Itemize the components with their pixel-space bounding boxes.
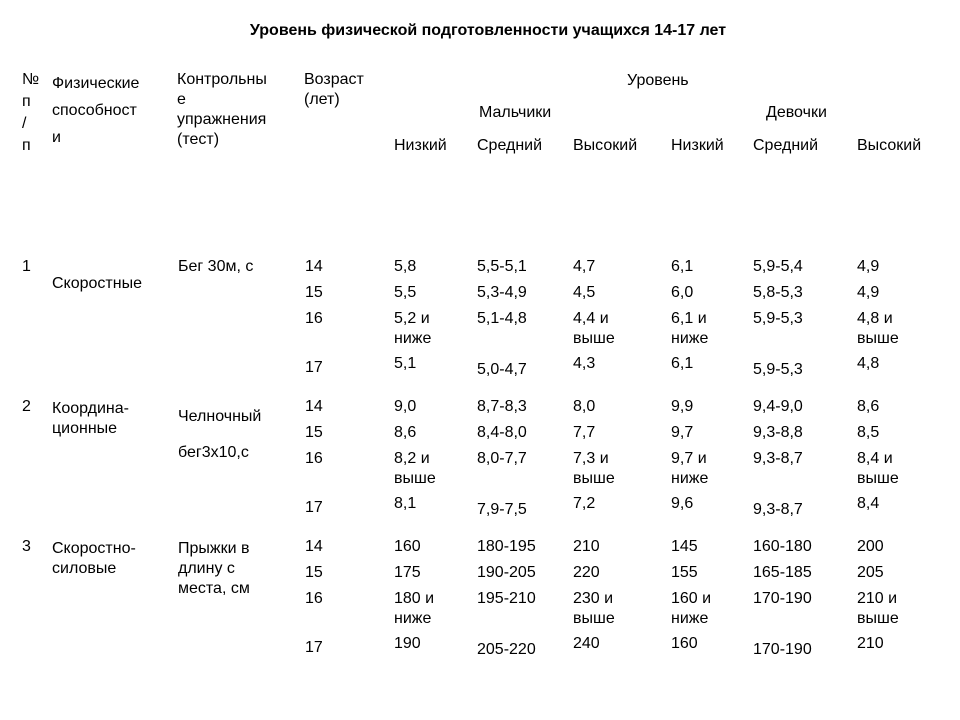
age-cell: 14: [305, 538, 323, 555]
age-cell: 14: [305, 398, 323, 415]
value-g-high: 8,4 и выше: [857, 450, 899, 487]
age-cell: 17: [305, 639, 323, 656]
header-level: Уровень: [627, 72, 689, 89]
value-b-mid: 180-195: [477, 538, 536, 555]
section-num: 2: [22, 398, 31, 415]
value-b-low: 8,1: [394, 495, 417, 512]
value-b-low: 160: [394, 538, 421, 555]
ability-label: Скоростные: [52, 275, 142, 292]
value-b-low: 8,6: [394, 424, 417, 441]
value-b-mid: 5,3-4,9: [477, 284, 527, 301]
value-b-high: 240: [573, 635, 600, 652]
value-g-high: 8,4: [857, 495, 880, 512]
header-age: Возраст (лет): [304, 71, 364, 108]
age-cell: 17: [305, 359, 323, 376]
section-num: 1: [22, 258, 31, 275]
ability-label: Координа- ционные: [52, 400, 129, 437]
age-cell: 16: [305, 310, 323, 327]
value-g-high: 4,8 и выше: [857, 310, 899, 347]
value-g-mid: 5,9-5,3: [753, 361, 803, 378]
header-boys: Мальчики: [479, 104, 552, 121]
value-g-low: 9,9: [671, 398, 694, 415]
header-g-high: Высокий: [857, 137, 922, 154]
value-g-low: 6,1 и ниже: [671, 310, 709, 347]
value-b-low: 5,5: [394, 284, 417, 301]
value-b-high: 230 и выше: [573, 590, 615, 627]
value-b-mid: 5,0-4,7: [477, 361, 527, 378]
value-b-mid: 190-205: [477, 564, 536, 581]
value-b-mid: 8,4-8,0: [477, 424, 527, 441]
value-g-low: 155: [671, 564, 698, 581]
value-b-low: 5,2 и ниже: [394, 310, 432, 347]
value-b-high: 7,7: [573, 424, 596, 441]
header-b-mid: Средний: [477, 137, 543, 154]
value-g-low: 160: [671, 635, 698, 652]
test-label: Прыжки в длину с места, см: [178, 540, 250, 597]
value-g-high: 200: [857, 538, 884, 555]
value-b-mid: 7,9-7,5: [477, 501, 527, 518]
page-title: Уровень физической подготовленности учащихся 14-17 лет: [249, 22, 727, 39]
value-g-high: 210: [857, 635, 884, 652]
age-cell: 16: [305, 450, 323, 467]
value-g-high: 210 и выше: [857, 590, 899, 627]
value-g-low: 9,6: [671, 495, 694, 512]
header-ability: Физические способност и: [52, 75, 140, 146]
value-b-high: 4,7: [573, 258, 596, 275]
age-cell: 15: [305, 424, 323, 441]
value-b-low: 175: [394, 564, 421, 581]
value-g-mid: 170-190: [753, 590, 812, 607]
value-g-mid: 165-185: [753, 564, 812, 581]
header-girls: Девочки: [766, 104, 827, 121]
value-g-high: 4,9: [857, 284, 880, 301]
value-g-high: 4,8: [857, 355, 880, 372]
ability-label: Скоростно- силовые: [52, 540, 136, 577]
value-g-mid: 9,3-8,8: [753, 424, 803, 441]
value-b-low: 8,2 и выше: [394, 450, 436, 487]
value-g-low: 145: [671, 538, 698, 555]
age-cell: 17: [305, 499, 323, 516]
value-b-low: 190: [394, 635, 421, 652]
age-cell: 16: [305, 590, 323, 607]
header-g-mid: Средний: [753, 137, 819, 154]
value-g-high: 205: [857, 564, 884, 581]
value-b-low: 180 и ниже: [394, 590, 435, 627]
test-label: Бег 30м, с: [178, 258, 254, 275]
value-g-low: 6,1: [671, 355, 694, 372]
header-test: Контрольны е упражнения (тест): [177, 71, 267, 148]
value-g-mid: 9,3-8,7: [753, 450, 803, 467]
value-b-high: 7,3 и выше: [573, 450, 615, 487]
value-b-mid: 195-210: [477, 590, 536, 607]
value-g-mid: 160-180: [753, 538, 812, 555]
value-g-high: 8,5: [857, 424, 880, 441]
age-cell: 15: [305, 564, 323, 581]
header-b-low: Низкий: [394, 137, 447, 154]
value-b-high: 220: [573, 564, 600, 581]
value-g-low: 160 и ниже: [671, 590, 712, 627]
value-g-high: 8,6: [857, 398, 880, 415]
value-g-low: 9,7 и ниже: [671, 450, 709, 487]
value-g-mid: 5,9-5,4: [753, 258, 803, 275]
value-g-mid: 5,9-5,3: [753, 310, 803, 327]
age-cell: 15: [305, 284, 323, 301]
value-g-mid: 170-190: [753, 641, 812, 658]
value-b-low: 5,8: [394, 258, 417, 275]
value-b-mid: 5,1-4,8: [477, 310, 527, 327]
value-b-high: 4,4 и выше: [573, 310, 615, 347]
value-b-low: 9,0: [394, 398, 417, 415]
value-g-high: 4,9: [857, 258, 880, 275]
value-b-high: 4,3: [573, 355, 596, 372]
value-g-mid: 9,4-9,0: [753, 398, 803, 415]
value-b-mid: 8,7-8,3: [477, 398, 527, 415]
value-b-high: 4,5: [573, 284, 596, 301]
value-b-high: 210: [573, 538, 600, 555]
header-num: № п / п: [22, 71, 40, 154]
test-label: Челночный бег3х10,с: [178, 408, 262, 461]
age-cell: 14: [305, 258, 323, 275]
value-b-low: 5,1: [394, 355, 417, 372]
section-num: 3: [22, 538, 31, 555]
value-b-mid: 205-220: [477, 641, 536, 658]
value-b-mid: 8,0-7,7: [477, 450, 527, 467]
value-g-mid: 9,3-8,7: [753, 501, 803, 518]
value-b-mid: 5,5-5,1: [477, 258, 527, 275]
header-b-high: Высокий: [573, 137, 638, 154]
value-b-high: 8,0: [573, 398, 596, 415]
value-g-low: 6,0: [671, 284, 694, 301]
value-g-low: 6,1: [671, 258, 694, 275]
value-g-low: 9,7: [671, 424, 694, 441]
value-g-mid: 5,8-5,3: [753, 284, 803, 301]
value-b-high: 7,2: [573, 495, 596, 512]
header-g-low: Низкий: [671, 137, 724, 154]
